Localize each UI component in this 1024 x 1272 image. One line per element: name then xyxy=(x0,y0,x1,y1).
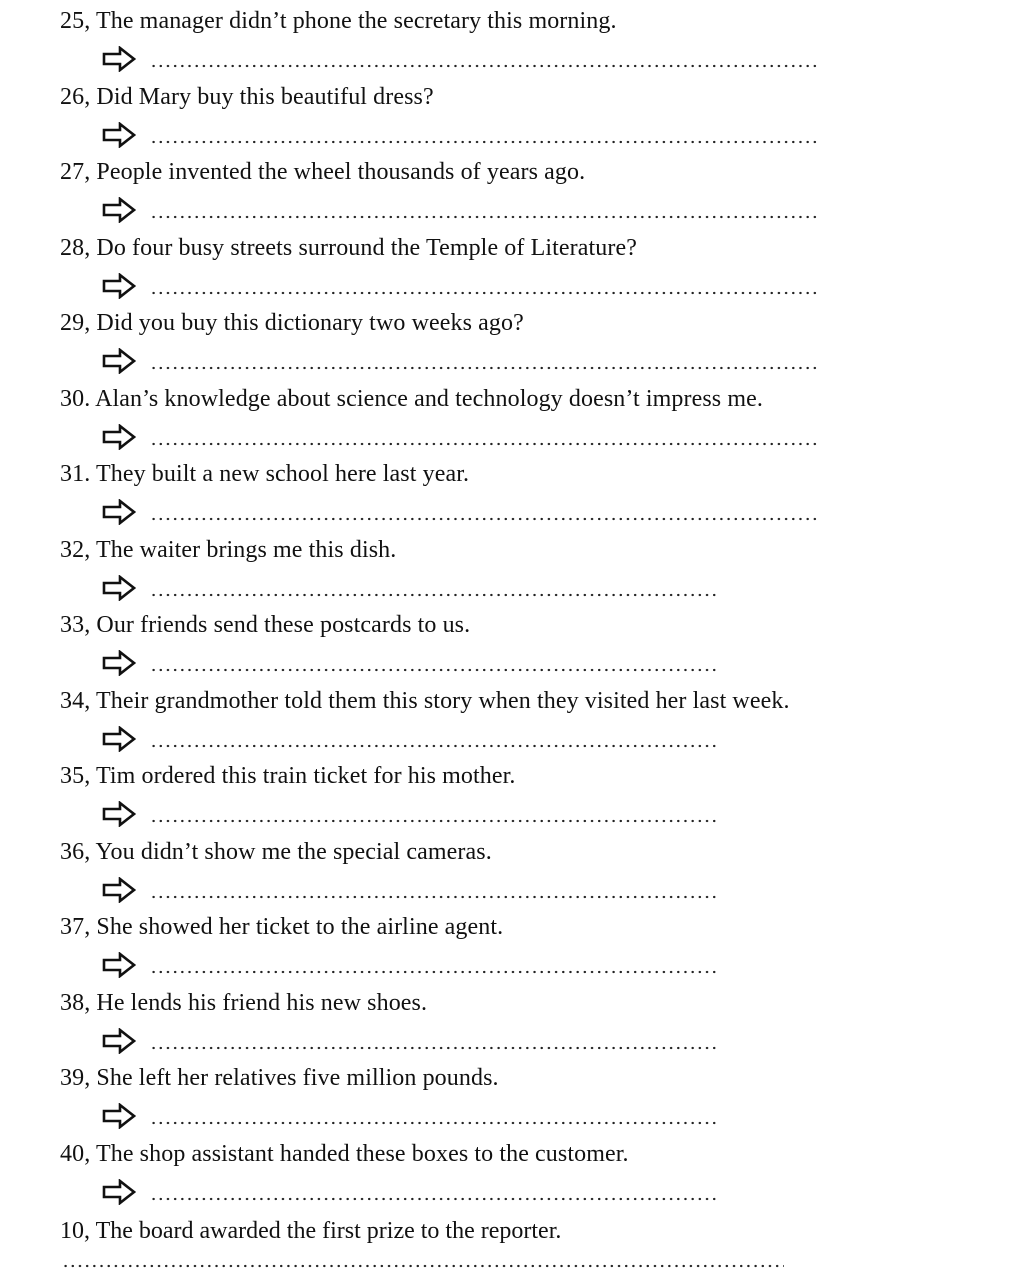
question-text: 27, People invented the wheel thousands of years ago. xyxy=(60,159,586,185)
answer-dotted-line[interactable] xyxy=(150,819,717,823)
exercise-item-31 xyxy=(0,453,1024,529)
right-arrow-outline-icon xyxy=(102,1179,136,1205)
exercise-item-29 xyxy=(0,302,1024,378)
exercise-item-28 xyxy=(0,227,1024,303)
question-text: 25, The manager didn’t phone the secretary this morning. xyxy=(60,8,617,34)
answer-dotted-line[interactable] xyxy=(150,895,717,899)
exercise-item-27 xyxy=(0,151,1024,227)
answer-dotted-line[interactable] xyxy=(150,970,717,974)
right-arrow-outline-icon xyxy=(102,348,136,374)
exercise-item-37 xyxy=(0,906,1024,982)
question-text: 29, Did you buy this dictionary two weeks ago? xyxy=(60,310,524,336)
answer-dotted-line[interactable] xyxy=(150,64,820,68)
right-arrow-outline-icon xyxy=(102,801,136,827)
answer-dotted-line[interactable] xyxy=(150,668,717,672)
exercise-item-26 xyxy=(0,76,1024,152)
answer-dotted-line[interactable] xyxy=(150,140,820,144)
question-text: 32, The waiter brings me this dish. xyxy=(60,536,397,563)
question-text: 34, Their grandmother told them this story when they visited her last week. xyxy=(60,687,790,714)
question-text: 35, Tim ordered this train ticket for his mother. xyxy=(60,763,516,789)
answer-dotted-line[interactable] xyxy=(150,593,717,597)
question-text: 30. Alan’s knowledge about science and technology doesn’t impress me. xyxy=(60,385,763,412)
final-answer-dotted-line[interactable] xyxy=(62,1264,784,1268)
exercise-item-39 xyxy=(0,1057,1024,1133)
right-arrow-outline-icon xyxy=(102,650,136,676)
exercise-item-36 xyxy=(0,831,1024,907)
exercise-item-35 xyxy=(0,755,1024,831)
exercise-item-25 xyxy=(0,0,1024,76)
exercise-item-33 xyxy=(0,604,1024,680)
final-question-text: 10, The board awarded the first prize to the reporter. xyxy=(60,1218,562,1244)
question-text: 37, She showed her ticket to the airline agent. xyxy=(60,914,504,940)
answer-dotted-line[interactable] xyxy=(150,744,717,748)
answer-dotted-line[interactable] xyxy=(150,1046,717,1050)
right-arrow-outline-icon xyxy=(102,499,136,525)
right-arrow-outline-icon xyxy=(102,726,136,752)
question-text: 28, Do four busy streets surround the Temple of Literature? xyxy=(60,234,637,261)
answer-dotted-line[interactable] xyxy=(150,366,820,370)
question-text: 38, He lends his friend his new shoes. xyxy=(60,989,428,1016)
right-arrow-outline-icon xyxy=(102,46,136,72)
answer-dotted-line[interactable] xyxy=(150,215,820,219)
right-arrow-outline-icon xyxy=(102,877,136,903)
right-arrow-outline-icon xyxy=(102,1028,136,1054)
answer-dotted-line[interactable] xyxy=(150,1121,717,1125)
question-text: 31. They built a new school here last year. xyxy=(60,461,470,487)
question-text: 26, Did Mary buy this beautiful dress? xyxy=(60,83,434,110)
question-text: 40, The shop assistant handed these boxes to the customer. xyxy=(60,1140,629,1167)
right-arrow-outline-icon xyxy=(102,575,136,601)
answer-dotted-line[interactable] xyxy=(150,1197,717,1201)
question-text: 39, She left her relatives five million pounds. xyxy=(60,1065,499,1091)
right-arrow-outline-icon xyxy=(102,197,136,223)
right-arrow-outline-icon xyxy=(102,1103,136,1129)
answer-dotted-line[interactable] xyxy=(150,442,820,446)
right-arrow-outline-icon xyxy=(102,273,136,299)
answer-dotted-line[interactable] xyxy=(150,291,820,295)
answer-dotted-line[interactable] xyxy=(150,517,820,521)
exercise-item-30 xyxy=(0,378,1024,454)
exercise-item-38 xyxy=(0,982,1024,1058)
exercise-item-32 xyxy=(0,529,1024,605)
question-text: 36, You didn’t show me the special cameras. xyxy=(60,838,492,865)
right-arrow-outline-icon xyxy=(102,952,136,978)
right-arrow-outline-icon xyxy=(102,122,136,148)
question-text: 33, Our friends send these postcards to us. xyxy=(60,612,471,638)
exercise-item-40 xyxy=(0,1133,1024,1209)
exercise-item-34 xyxy=(0,680,1024,756)
right-arrow-outline-icon xyxy=(102,424,136,450)
